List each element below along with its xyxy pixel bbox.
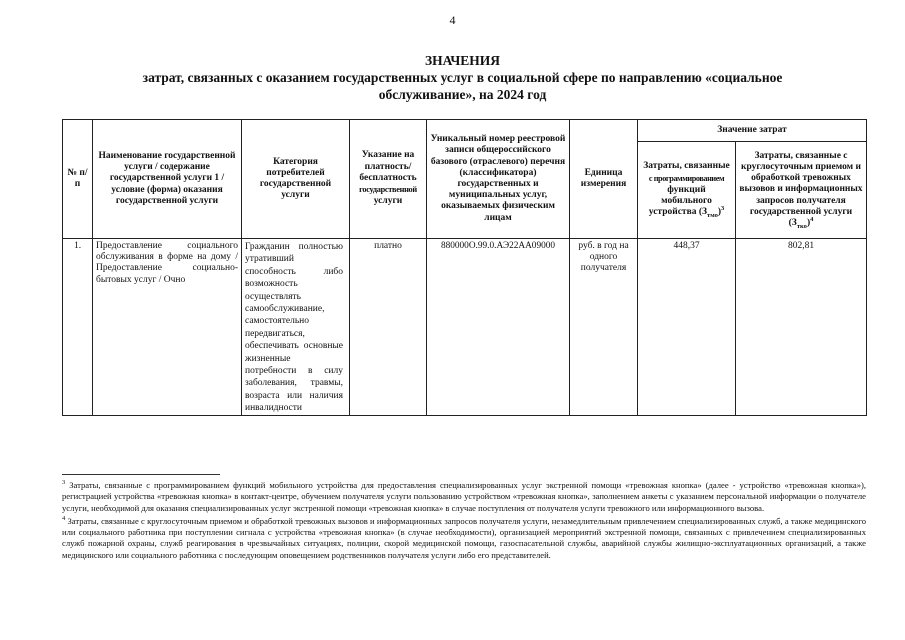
header-cost-mobile-sub: тмо (707, 212, 718, 220)
footnote-3-text: Затраты, связанные с программированием функций мобильного устройства для предоставления специализированных услуг экстренной помощи «тревожная кнопка» (далее - устройство «тревожная кнопка»), регистрацией устройства «тревожная кнопка» в контакт-центре, обучением получателя услуги пользованию устройством «тревожная кнопка», заполнением анкеты с указанием персональной информации о получателе услуги, необходимой для оказания специализированных услуг экстренной помощи «тревожная кнопка» в случае поступления от получателя услуги тревожного или информационного вызова. (62, 480, 867, 513)
header-registry: Уникальный номер реестровой записи общероссийского базового (отраслевого) перечня (классификатора) государственных и муниципальных услуг, оказываемых физическим лицам (427, 120, 570, 239)
header-service: Наименование государственной услуги / содержание государственной услуги 1 / условие (форма) оказания государственной услуги (93, 120, 242, 239)
footnote-3 (62, 480, 866, 514)
header-cost-mobile-a: Затраты, связанные (643, 161, 730, 172)
row-category (242, 239, 350, 416)
header-cost-round (736, 142, 867, 239)
header-cost-mobile-close: ) (717, 207, 721, 218)
row-cost-round: 802,81 (736, 239, 867, 416)
header-cost-round-sub: тко (796, 222, 807, 230)
title-line-2: обслуживание», на 2024 год (378, 87, 547, 102)
page-number: 4 (449, 13, 456, 27)
header-payment-text: Указание на платность/ бесплатность (359, 150, 417, 183)
header-payment-small: государственной (359, 185, 417, 195)
header-cost-mobile (638, 142, 736, 239)
header-payment (350, 120, 427, 239)
document-title (60, 52, 865, 103)
title-line-1: затрат, связанных с оказанием государственных услуг в социальной сфере по направлению «социальное (142, 70, 783, 85)
header-costs-group: Значение затрат (638, 120, 867, 142)
row-num: 1. (63, 239, 93, 416)
table-row (63, 239, 867, 416)
header-cost-round-close: ) (806, 218, 811, 228)
header-payment-tail: услуги (373, 196, 403, 207)
footnote-4 (62, 516, 866, 561)
footnote-3-mark: 3 (62, 479, 66, 487)
footnotes (62, 480, 866, 563)
header-num: № п/п (63, 120, 93, 239)
row-payment: платно (350, 239, 427, 416)
header-cost-mobile-b: функций мобильного устройства (З (648, 184, 712, 218)
costs-table (62, 119, 867, 416)
footnote-ref-3: 3 (721, 205, 725, 213)
footnote-ref-4: 4 (810, 215, 814, 223)
footnote-4-mark: 4 (62, 515, 66, 523)
row-registry: 880000О.99.0.АЭ22АА09000 (427, 239, 570, 416)
header-cost-mobile-small: с программированием (648, 173, 725, 183)
header-unit: Единица измерения (570, 120, 638, 239)
footnote-divider (62, 474, 220, 475)
row-unit: руб. в год на одного получателя (570, 239, 638, 416)
row-cost-mobile: 448,37 (638, 239, 736, 416)
row-service: Предоставление социального обслуживания в форме на дому / Предоставление социально-бытовых услуг / Очно (93, 239, 242, 416)
header-category: Категория потребителей государственной услуги (242, 120, 350, 239)
header-cost-round-text: Затраты, связанные с круглосуточным приемом и обработкой тревожных вызовов и информационных запросов получателя государственной услуги (З (739, 150, 863, 228)
title-heading: ЗНАЧЕНИЯ (425, 53, 500, 68)
footnote-4-text: Затраты, связанные с круглосуточным приемом и обработкой тревожных вызовов и информационных запросов получателя услуги, незамедлительным привлечением специализированных служб, а также медицинского или социального работника при поступлении сигнала с устройства «тревожная кнопка» (в случае необходимости), организацией мероприятий экстренной помощи, связанных с привлечением специализированных служб пожарной охраны, служб реагирования в чрезвычайных ситуациях, полиции, скорой медицинской помощи, газоспасательной службы, аварийной службы жилищно-эксплуатационных организаций, а также медицинского или социального работника с последующим оповещением родственников получателя услуги либо его представителей. (62, 515, 866, 560)
row-category-text: Гражданин полностью утративший способность либо возможность осуществлять самообслуживание, самостоятельно передвигаться, обеспечивать основные жизненные потребности в силу заболевания, травмы, возраста или наличия инвалидности (245, 242, 343, 414)
